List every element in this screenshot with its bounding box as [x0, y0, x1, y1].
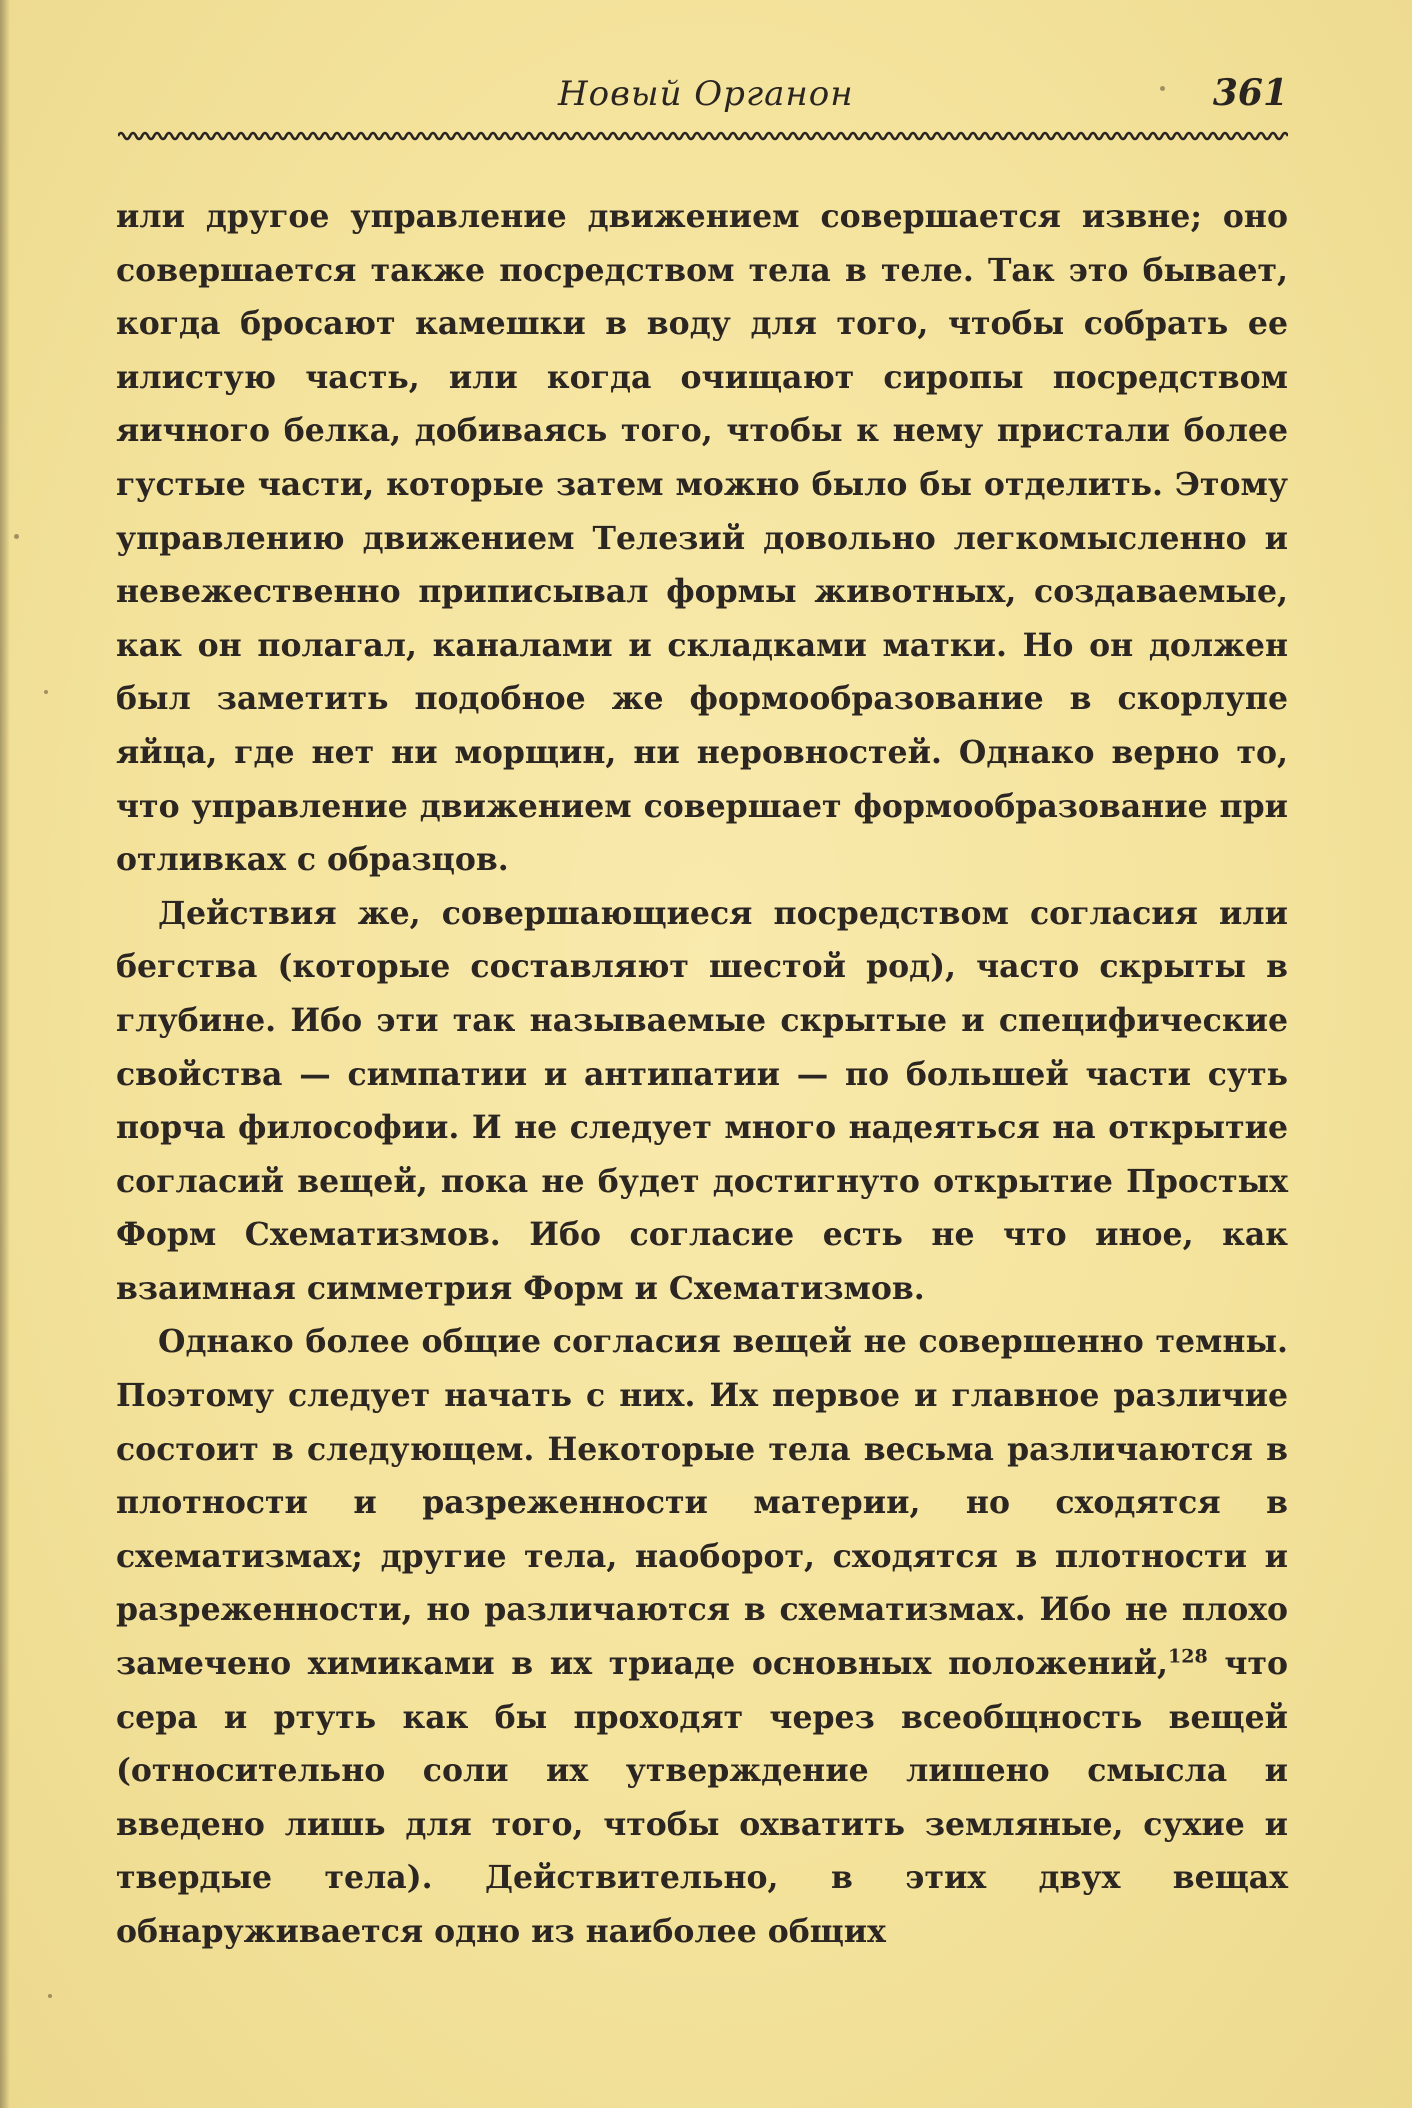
page-number: 361 — [1212, 72, 1288, 114]
page-edge-shadow — [0, 0, 10, 2108]
body-text — [116, 190, 1288, 1959]
footnote-reference: 128 — [1168, 1645, 1208, 1668]
paragraph-general-agreements — [116, 1315, 1288, 1958]
paragraph-continued: или другое управление движением совершается извне; оно совершается также посредством тела в теле. Так это бывает, когда бросают камешки в воду для того, чтобы собрать ее илистую часть, или когда очищают сиропы посредством яичного белка, добиваясь того, чтобы к нему пристали более густые части, которые затем можно было бы отделить. Этому управлению движением Телезий довольно легкомысленно и невежественно приписывал формы животных, создаваемые, как он полагал, каналами и складками матки. Но он должен был заметить подобное же формообразование в скорлупе яйца, где нет ни морщин, ни неровностей. Однако верно то, что управление движением совершает формообразование при отливках с образцов. — [116, 198, 1288, 879]
running-header — [118, 68, 1288, 128]
paper-speck — [14, 534, 19, 539]
paragraph-sympathy: Действия же, совершающиеся посредством согласия или бегства (которые составляют шестой род), часто скрыты в глубине. Ибо эти так называемые скрытые и специфические свойства — симпатии и антипатии — по большей части суть порча философии. И не следует много надеяться на открытие согласий вещей, пока не будет достигнуто открытие Простых Форм Схематизмов. Ибо согласие есть не что иное, как взаимная симметрия Форм и Схематизмов. — [116, 894, 1288, 1307]
paper-speck — [48, 1994, 52, 1998]
paragraph-text-start: Однако более общие согласия вещей не совершенно темны. Поэтому следует начать с них. Их первое и главное различие состоит в следующем. Некоторые тела весьма различаются в плотности и разреженности материи, но сходятся в схематизмах; другие тела, наоборот, сходятся в плотности и разреженности, но различаются в схематизмах. Ибо не плохо замечено химиками в их триаде основных положений, — [116, 1323, 1288, 1683]
header-wavy-rule — [118, 130, 1288, 142]
paper-speck — [1160, 86, 1165, 91]
paragraph-text-end: что сера и ртуть как бы проходят через всеобщность вещей (относительно соли их утверждение лишено смысла и введено лишь для того, чтобы охватить земляные, сухие и твердые тела). Действительно, в этих двух вещах обнаруживается одно из наиболее общих — [116, 1645, 1288, 1950]
paper-speck — [44, 690, 48, 694]
running-title: Новый Органон — [558, 74, 854, 114]
